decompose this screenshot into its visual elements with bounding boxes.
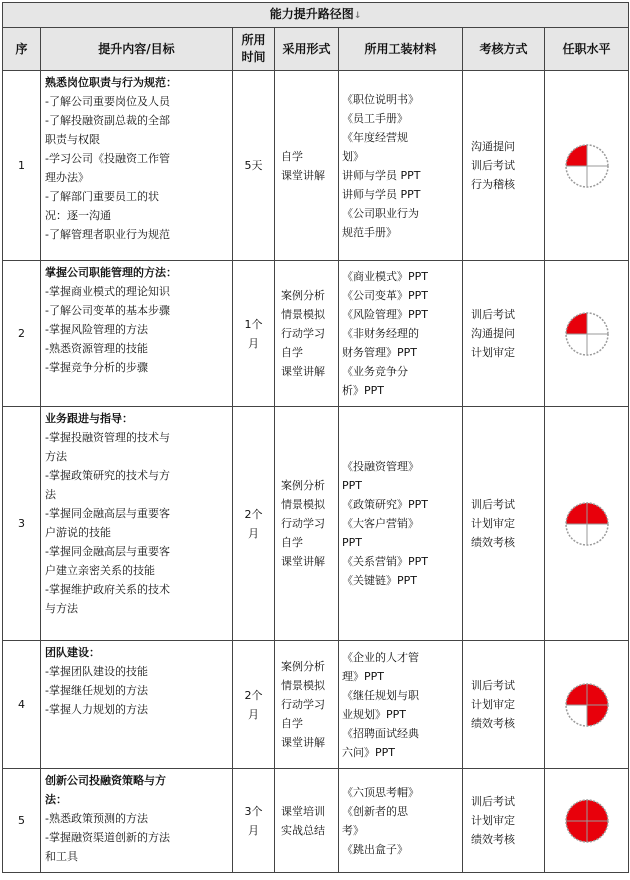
row-assessment (463, 71, 545, 261)
row-content-line: -了解投融资副总裁的全部 (45, 114, 170, 127)
row-material-line: 《商业模式》PPT (342, 270, 428, 283)
row-seq-number: 5 (18, 814, 25, 827)
row-content-line: -掌握政策研究的技术与方 (45, 469, 170, 482)
row-content-line: -学习公司《投融资工作管 (45, 152, 170, 165)
row-form (275, 769, 339, 873)
row-material-line: 财务管理》PPT (342, 346, 417, 359)
table-row (3, 261, 629, 407)
row-form-line: 课堂讲解 (281, 555, 325, 568)
row-form-line: 案例分析 (281, 289, 325, 302)
row-form (275, 407, 339, 641)
row-assessment-line: 计划审定 (471, 698, 515, 711)
row-material-line: 《招聘面试经典 (342, 726, 419, 740)
row-material-line: 划》 (342, 149, 364, 163)
level-pie-quarter (566, 313, 587, 334)
row-content-line: -掌握团队建设的技能 (45, 665, 148, 678)
row-content-line: -掌握商业模式的理论知识 (45, 285, 170, 298)
row-form-line: 课堂培训 (281, 804, 325, 818)
row-seq (3, 261, 41, 407)
row-material-line: PPT (342, 479, 362, 492)
row-assessment (463, 407, 545, 641)
header-content: 提升内容/目标 (41, 28, 233, 71)
level-pie-quarter (566, 800, 587, 821)
row-material-line: 《关键链》PPT (342, 574, 417, 587)
level-pie-icon (562, 680, 612, 730)
row-assessment-line: 绩效考核 (471, 536, 515, 549)
row-content-line: 理办法》 (45, 171, 89, 184)
row-content-line: -熟悉资源管理的技能 (45, 342, 148, 355)
row-assessment-line: 绩效考核 (471, 717, 515, 730)
row-material-line: 《职位说明书》 (342, 92, 419, 106)
row-time-line: 月 (248, 526, 259, 540)
row-content-title: 创新公司投融资策略与方 (45, 774, 166, 787)
row-level (545, 261, 629, 407)
row-assessment-line: 沟通提问 (471, 140, 515, 153)
row-form-line: 情景模拟 (281, 679, 325, 692)
row-material-line: 《关系营销》PPT (342, 555, 428, 568)
row-material-line: 考》 (342, 823, 364, 837)
row-time-line: 1个 (244, 317, 263, 331)
row-time-line: 5天 (244, 159, 263, 172)
row-level (545, 407, 629, 641)
header-time: 所用 时间 (233, 28, 275, 71)
row-assessment-line: 行为稽核 (471, 178, 515, 191)
row-material-line: 《员工手册》 (342, 111, 408, 125)
row-assessment-line: 训后考试 (471, 308, 515, 321)
row-material-line: 理》PPT (342, 669, 384, 683)
row-material-line: 《继任规划与职 (342, 688, 419, 702)
row-material-line: 《公司职业行为 (342, 206, 419, 220)
row-time-line: 月 (248, 707, 259, 721)
table-row (3, 641, 629, 769)
row-content (41, 769, 233, 873)
row-assessment (463, 641, 545, 769)
row-time-line: 月 (248, 823, 259, 837)
row-content-line: 户建立亲密关系的技能 (45, 564, 155, 577)
row-material-line: PPT (342, 536, 362, 549)
row-seq-number: 2 (18, 327, 25, 340)
row-time (233, 641, 275, 769)
row-content-line: -熟悉政策预测的方法 (45, 812, 148, 825)
header-seq: 序 (3, 28, 41, 71)
row-material-line: 《创新者的思 (342, 804, 408, 818)
row-form-line: 行动学习 (281, 517, 325, 530)
row-form-line: 行动学习 (281, 327, 325, 340)
row-level (545, 769, 629, 873)
row-assessment-line: 沟通提问 (471, 327, 515, 340)
row-material-line: 《大客户营销》 (342, 517, 419, 530)
row-assessment-line: 计划审定 (471, 346, 515, 359)
row-form-line: 情景模拟 (281, 498, 325, 511)
row-assessment (463, 261, 545, 407)
row-material-line: 《年度经营规 (342, 130, 408, 144)
header-assessment: 考核方式 (463, 28, 545, 71)
row-content (41, 71, 233, 261)
row-content-line: -了解公司重要岗位及人员 (45, 95, 170, 108)
row-time (233, 261, 275, 407)
row-seq-number: 4 (18, 698, 25, 711)
row-content-line: 况：逐一沟通 (45, 209, 111, 222)
row-material-line: 《非财务经理的 (342, 327, 419, 340)
row-content-line: -掌握投融资管理的技术与 (45, 431, 170, 444)
table-title-row (3, 3, 629, 28)
row-assessment-line: 训后考试 (471, 795, 515, 808)
level-pie-icon (562, 499, 612, 549)
row-material-line: 《投融资管理》 (342, 460, 419, 473)
row-content-title: 熟悉岗位职责与行为规范： (45, 76, 177, 89)
row-form-line: 实战总结 (281, 823, 325, 837)
row-content-title-cont: 法： (45, 793, 67, 806)
level-pie-quarter (566, 684, 587, 705)
header-form: 采用形式 (275, 28, 339, 71)
row-material-line: 业规划》PPT (342, 707, 406, 721)
row-materials (339, 769, 463, 873)
row-form (275, 71, 339, 261)
row-content (41, 261, 233, 407)
row-content-line: 方法 (45, 450, 67, 463)
row-content-line: 职责与权限 (45, 133, 100, 146)
row-time-line: 2个 (244, 688, 263, 702)
row-content-line: -掌握竞争分析的步骤 (45, 361, 148, 374)
row-content-line: -掌握继任规划的方法 (45, 684, 148, 697)
header-materials: 所用工装材料 (339, 28, 463, 71)
row-assessment-line: 计划审定 (471, 517, 515, 530)
row-form-line: 课堂讲解 (281, 168, 325, 182)
row-materials (339, 261, 463, 407)
capability-path-table (2, 2, 629, 873)
level-pie-quarter (566, 145, 587, 166)
row-seq-number: 1 (18, 159, 25, 172)
row-content-line: -掌握融资渠道创新的方法 (45, 831, 170, 844)
row-seq-number: 3 (18, 517, 25, 530)
row-material-line: 《企业的人才管 (342, 650, 419, 664)
row-materials (339, 641, 463, 769)
row-content-line: -掌握维护政府关系的技术 (45, 583, 170, 596)
row-material-line: 讲师与学员 PPT (342, 187, 421, 201)
row-material-line: 《业务竞争分 (342, 365, 408, 378)
row-assessment-line: 绩效考核 (471, 833, 515, 846)
row-seq (3, 407, 41, 641)
level-pie-icon (562, 309, 612, 359)
row-form-line: 课堂讲解 (281, 365, 325, 378)
row-form-line: 课堂讲解 (281, 736, 325, 749)
row-content-title: 业务跟进与指导： (45, 412, 133, 425)
row-content-line: -掌握同金融高层与重要客 (45, 507, 170, 520)
row-content-line: -了解部门重要员工的状 (45, 190, 159, 203)
row-time (233, 407, 275, 641)
row-materials (339, 407, 463, 641)
row-content-line: 户游说的技能 (45, 526, 111, 539)
row-content-title: 团队建设： (45, 646, 100, 659)
row-seq (3, 71, 41, 261)
row-assessment-line: 训后考试 (471, 498, 515, 511)
row-content (41, 407, 233, 641)
row-material-line: 《公司变革》PPT (342, 289, 428, 302)
row-assessment-line: 训后考试 (471, 159, 515, 172)
table-title: 能力提升路径图↓ (3, 3, 629, 28)
row-form (275, 641, 339, 769)
table-row (3, 769, 629, 873)
row-time (233, 769, 275, 873)
row-form-line: 案例分析 (281, 479, 325, 492)
row-form-line: 行动学习 (281, 698, 325, 711)
row-material-line: 规范手册》 (342, 225, 397, 239)
row-time-line: 3个 (244, 804, 263, 818)
row-content-line: -掌握人力规划的方法 (45, 703, 148, 716)
row-form-line: 自学 (281, 717, 303, 730)
row-material-line: 《六顶思考帽》 (342, 785, 419, 799)
row-form-line: 自学 (281, 536, 303, 549)
row-material-line: 《风险管理》PPT (342, 308, 428, 321)
level-pie-quarter (566, 503, 587, 524)
row-form-line: 情景模拟 (281, 308, 325, 321)
row-form-line: 案例分析 (281, 660, 325, 673)
row-content-line: 法 (45, 488, 56, 501)
row-level (545, 641, 629, 769)
row-content-title: 掌握公司职能管理的方法： (45, 266, 177, 279)
row-assessment-line: 计划审定 (471, 814, 515, 827)
row-time-line: 月 (248, 336, 259, 350)
row-seq (3, 769, 41, 873)
row-assessment-line: 训后考试 (471, 679, 515, 692)
row-content-line: 和工具 (45, 850, 78, 863)
row-form-line: 自学 (281, 346, 303, 359)
row-content-line: -了解公司变革的基本步骤 (45, 304, 170, 317)
row-content-line: 与方法 (45, 602, 78, 615)
row-form-line: 自学 (281, 149, 303, 163)
row-content-line: -掌握同金融高层与重要客 (45, 545, 170, 558)
row-materials (339, 71, 463, 261)
row-material-line: 讲师与学员 PPT (342, 168, 421, 182)
row-assessment (463, 769, 545, 873)
row-content-line: -了解管理者职业行为规范 (45, 228, 170, 241)
table-row (3, 71, 629, 261)
row-level (545, 71, 629, 261)
level-pie-icon (562, 141, 612, 191)
header-level: 任职水平 (545, 28, 629, 71)
row-material-line: 六问》PPT (342, 745, 395, 759)
row-content (41, 641, 233, 769)
row-seq (3, 641, 41, 769)
row-material-line: 析》PPT (342, 384, 384, 397)
level-pie-icon (562, 796, 612, 846)
table-header-row (3, 28, 629, 71)
row-time (233, 71, 275, 261)
row-form (275, 261, 339, 407)
row-material-line: 《跳出盒子》 (342, 842, 408, 856)
row-content-line: -掌握风险管理的方法 (45, 323, 148, 336)
row-material-line: 《政策研究》PPT (342, 498, 428, 511)
table-row (3, 407, 629, 641)
row-time-line: 2个 (244, 507, 263, 521)
